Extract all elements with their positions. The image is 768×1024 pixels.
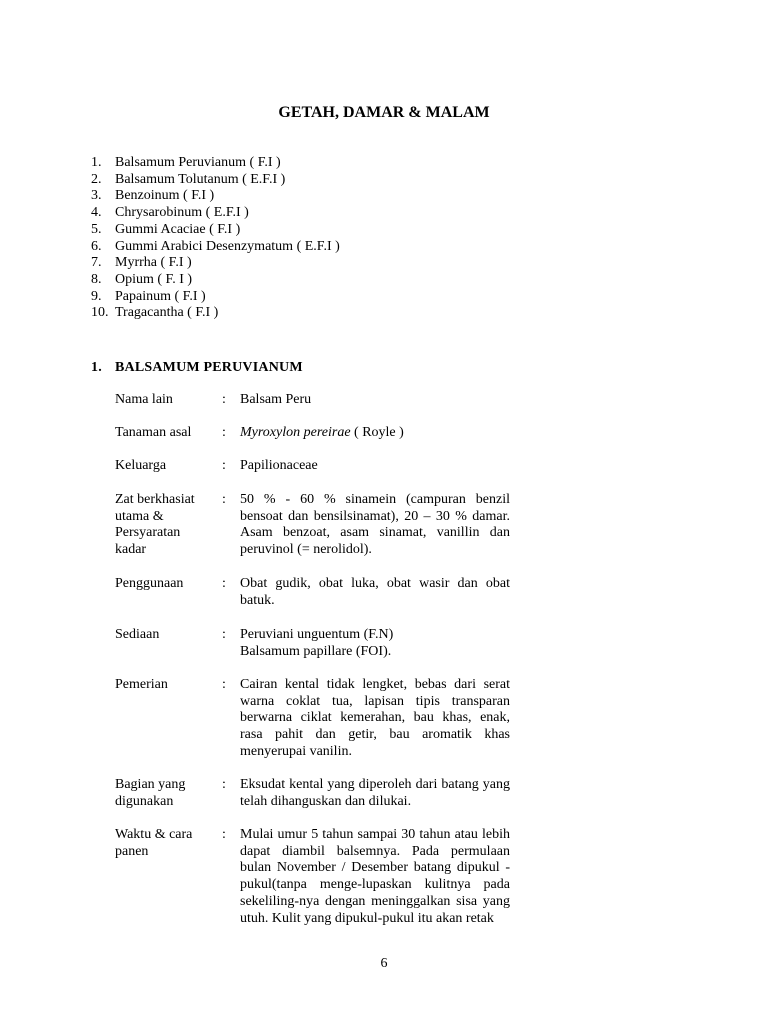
field-label-line: kadar [115,542,147,558]
field-label [115,492,222,559]
list-item-text: Gummi Arabici Desenzymatum ( E.F.I ) [115,238,340,254]
field-label-line: Zat berkhasiat [115,492,195,507]
page-number: 6 [380,956,388,971]
field-value: Cairan kental tidak lengket, bebas dari serat warna coklat tua, lapisan tipis transparan berwarna ciklat kemerahan, bau khas, enak, rasa pahit dan getir, bau aromatik khas menyerupai vanilin. [240,677,510,759]
field-label: Pemerian [115,677,168,692]
list-item-number: 6. [91,238,102,254]
field-value: 50 % - 60 % sinamein (campuran benzil bensoat dan bensilsinamat), 20 – 30 % damar. Asam benzoat, asam sinamat, vanillin dan peruvinol (= nerolidol). [240,492,510,558]
field-label-line: panen [115,843,149,859]
field-label-line: Persyaratan [115,525,181,541]
list-item [91,305,340,322]
field-colon: : [222,492,226,507]
list-item [91,188,340,205]
list-item-text: Myrrha ( F.I ) [115,255,192,271]
list-item-text: Opium ( F. I ) [115,271,193,287]
field-value: Eksudat kental yang diperoleh dari batang yang telah dihanguskan dan dilukai. [240,777,510,809]
field-pemerian [115,677,515,761]
list-item-number: 2. [91,171,102,187]
field-colon: : [222,827,226,842]
field-penggunaan [115,576,515,609]
species-name: Myroxylon pereirae [240,425,351,440]
field-label [115,827,222,927]
field-label-line: Waktu & cara [115,827,193,842]
field-value: Mulai umur 5 tahun sampai 30 tahun atau lebih dapat diambil balsemnya. Pada permulaan bulan November / Desember batang dipukul - pukul(tanpa menge-lupaskan kulitnya pada sekeliling-nya dengan meninggalkan sisa yang utuh. Kulit yang dipukul-pukul itu akan retak [240,827,510,926]
field-label: Tanaman asal [115,425,192,440]
field-colon: : [222,458,226,473]
document-title: GETAH, DAMAR & MALAM [278,104,490,121]
field-label-line: Bagian yang [115,777,186,792]
field-value [240,425,510,442]
list-item-text: Gummi Acaciae ( F.I ) [115,221,241,237]
contents-list [91,155,340,322]
field-value [240,627,510,660]
field-colon: : [222,392,226,407]
field-zat-berkhasiat [115,492,515,559]
list-item [91,272,340,289]
list-item [91,172,340,189]
field-colon: : [222,777,226,792]
field-nama-lain [115,392,515,409]
field-label-line: utama & [115,508,164,524]
list-item [91,239,340,256]
field-value: Balsam Peru [240,392,312,407]
field-colon: : [222,425,226,440]
field-sediaan [115,627,515,660]
species-author: ( Royle ) [350,425,404,440]
section-number: 1. [91,360,102,375]
field-value-line: Peruviani unguentum (F.N) [240,627,394,642]
field-colon: : [222,627,226,642]
field-colon: : [222,677,226,692]
section-title: BALSAMUM PERUVIANUM [115,360,303,375]
list-item [91,155,340,172]
list-item-text: Balsamum Peruvianum ( F.I ) [115,155,281,170]
list-item-number: 1. [91,155,102,170]
list-item-number: 10. [91,305,109,321]
field-label: Keluarga [115,458,167,473]
field-value-line: Balsamum papillare (FOI). [240,643,392,659]
field-label: Nama lain [115,392,173,407]
section-heading [91,360,303,376]
list-item-text: Balsamum Tolutanum ( E.F.I ) [115,171,286,187]
field-keluarga [115,458,515,475]
list-item-number: 7. [91,255,102,271]
list-item-number: 8. [91,271,102,287]
field-value: Papilionaceae [240,458,318,473]
field-label-line: digunakan [115,793,174,809]
list-item-number: 4. [91,205,102,221]
list-item-text: Tragacantha ( F.I ) [115,305,219,321]
list-item [91,222,340,239]
field-waktu-panen [115,827,515,927]
field-label: Sediaan [115,627,160,642]
list-item-text: Chrysarobinum ( E.F.I ) [115,205,249,221]
list-item [91,289,340,306]
list-item [91,255,340,272]
field-label [115,777,222,810]
list-item-number: 3. [91,188,102,204]
field-bagian-digunakan [115,777,515,810]
list-item [91,205,340,222]
list-item-number: 5. [91,221,102,237]
list-item-text: Benzoinum ( F.I ) [115,188,215,204]
field-colon: : [222,576,226,591]
field-label: Penggunaan [115,576,184,591]
list-item-number: 9. [91,288,102,304]
field-tanaman-asal [115,425,515,442]
field-value: Obat gudik, obat luka, obat wasir dan obat batuk. [240,576,510,608]
list-item-text: Papainum ( F.I ) [115,288,206,304]
